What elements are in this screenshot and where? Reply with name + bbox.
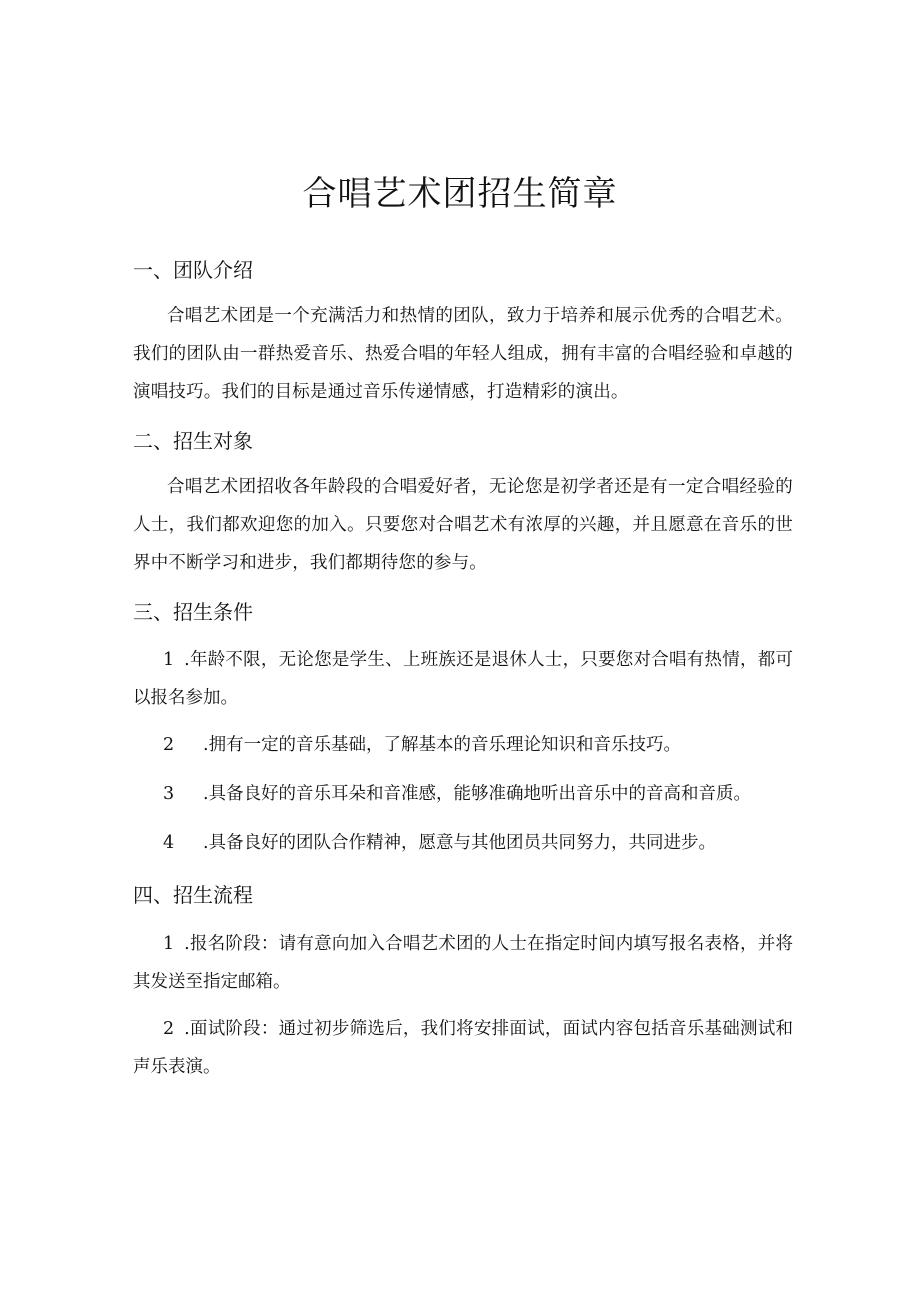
list-item-text: .具备良好的音乐耳朵和音准感，能够准确地听出音乐中的音高和音质。 [203,784,752,804]
list-item-number: 2 [163,735,175,755]
list-item [133,641,793,717]
section-heading-target: 二、招生对象 [133,429,253,453]
list-item [133,925,793,1001]
section-paragraph-target: 合唱艺术团招收各年龄段的合唱爱好者，无论您是初学者还是有一定合唱经验的人士，我们都欢迎您的加入。只要您对合唱艺术有浓厚的兴趣，并且愿意在音乐的世界中不断学习和进步，我们都期待您的参与。 [133,477,793,573]
section-heading-requirements: 三、招生条件 [133,600,253,624]
page-title: 合唱艺术团招生简章 [302,174,618,214]
section-paragraph-intro: 合唱艺术团是一个充满活力和热情的团队，致力于培养和展示优秀的合唱艺术。我们的团队由一群热爱音乐、热爱合唱的年轻人组成，拥有丰富的合唱经验和卓越的演唱技巧。我们的目标是通过音乐传递情感，打造精彩的演出。 [133,306,793,402]
list-item [133,824,793,862]
section-heading-intro: 一、团队介绍 [133,258,253,282]
list-item-text: .具备良好的团队合作精神，愿意与其他团员共同努力，共同进步。 [203,833,717,853]
list-item-number: 2 [163,1019,175,1039]
list-item-number: 3 [163,784,175,804]
list-item-number: 4 [163,833,175,853]
section-heading-process: 四、招生流程 [133,883,253,907]
list-item-number: 1 [163,650,175,670]
list-item-number: 1 [163,934,175,954]
list-item-text: .拥有一定的音乐基础，了解基本的音乐理论知识和音乐技巧。 [203,735,682,755]
list-item-text: .报名阶段：请有意向加入合唱艺术团的人士在指定时间内填写报名表格，并将其发送至指定邮箱。 [133,934,793,992]
list-item [133,1010,793,1086]
list-item-text: .面试阶段：通过初步筛选后，我们将安排面试，面试内容包括音乐基础测试和声乐表演。 [133,1019,793,1077]
list-item [133,775,793,813]
list-item [133,726,793,764]
list-item-text: .年龄不限，无论您是学生、上班族还是退休人士，只要您对合唱有热情，都可以报名参加。 [133,650,793,708]
